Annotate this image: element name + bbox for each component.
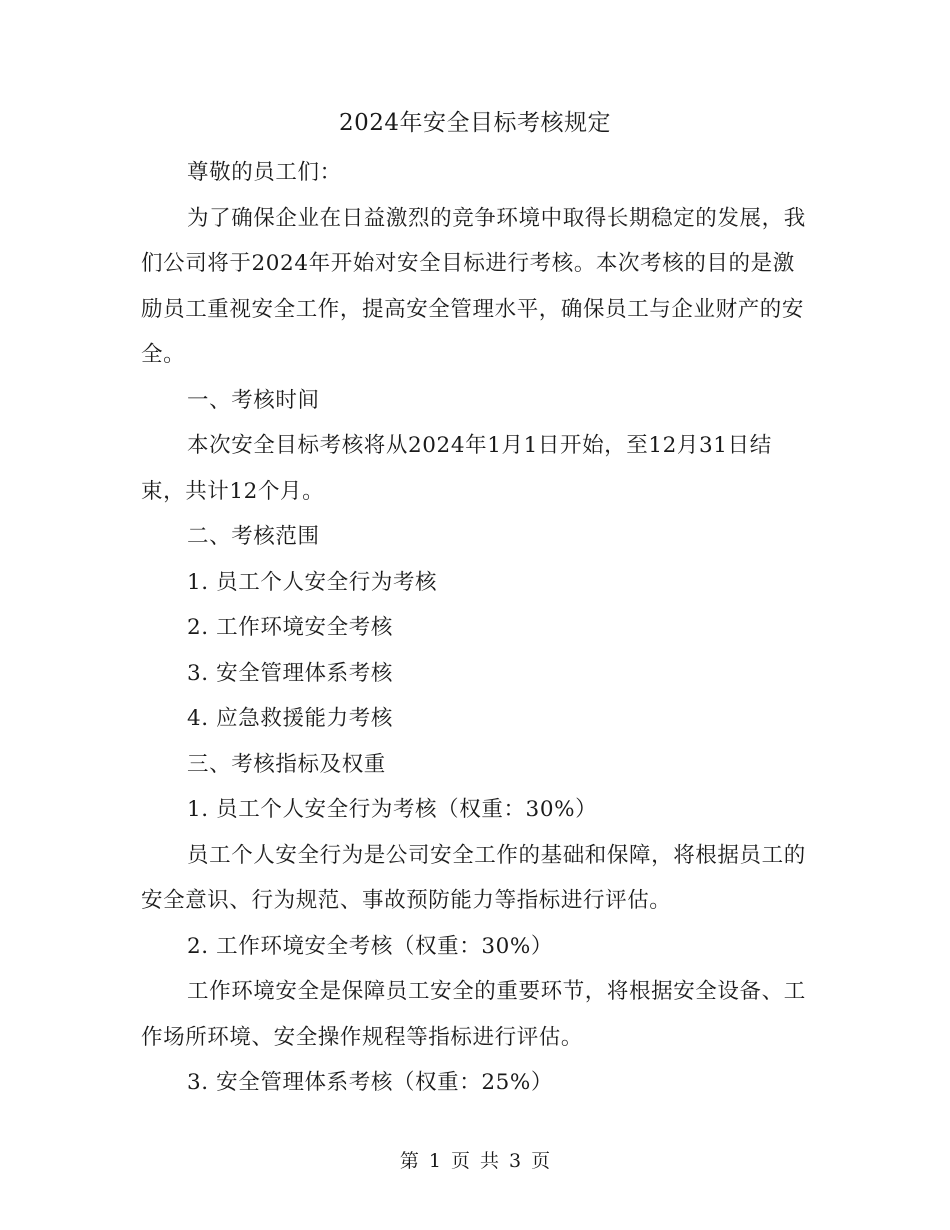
document-body xyxy=(141,150,811,1106)
indicator-paragraph: 工作环境安全是保障员工安全的重要环节，将根据安全设备、工作场所环境、安全操作规程等指标进行评估。 xyxy=(141,979,806,1050)
section-heading-indicators: 三、考核指标及权重 xyxy=(187,751,386,777)
section-heading-scope: 二、考核范围 xyxy=(187,524,320,549)
section-heading-time: 一、考核时间 xyxy=(187,387,320,413)
page-footer: 第 1 页 共 3 页 xyxy=(399,1150,551,1172)
indicator-heading: 3. 安全管理体系考核（权重：25%） xyxy=(187,1070,554,1095)
scope-item: 4. 应急救援能力考核 xyxy=(187,706,393,731)
indicator-heading: 1. 员工个人安全行为考核（权重：30%） xyxy=(187,797,598,822)
time-paragraph: 本次安全目标考核将从2024年1月1日开始，至12月31日结束，共计12个月。 xyxy=(141,433,772,504)
scope-item: 1. 员工个人安全行为考核 xyxy=(187,569,438,595)
intro-paragraph: 为了确保企业在日益激烈的竞争环境中取得长期稳定的发展，我们公司将于2024年开始对安全目标进行考核。本次考核的目的是激励员工重视安全工作，提高安全管理水平，确保员工与企业财产的安全。 xyxy=(141,205,806,367)
indicator-paragraph: 员工个人安全行为是公司安全工作的基础和保障，将根据员工的安全意识、行为规范、事故预防能力等指标进行评估。 xyxy=(141,842,806,913)
salutation: 尊敬的员工们： xyxy=(187,160,342,185)
indicator-heading: 2. 工作环境安全考核（权重：30%） xyxy=(187,933,554,959)
document-title: 2024年安全目标考核规定 xyxy=(338,110,612,136)
scope-item: 2. 工作环境安全考核 xyxy=(187,615,393,640)
scope-item: 3. 安全管理体系考核 xyxy=(187,660,393,686)
